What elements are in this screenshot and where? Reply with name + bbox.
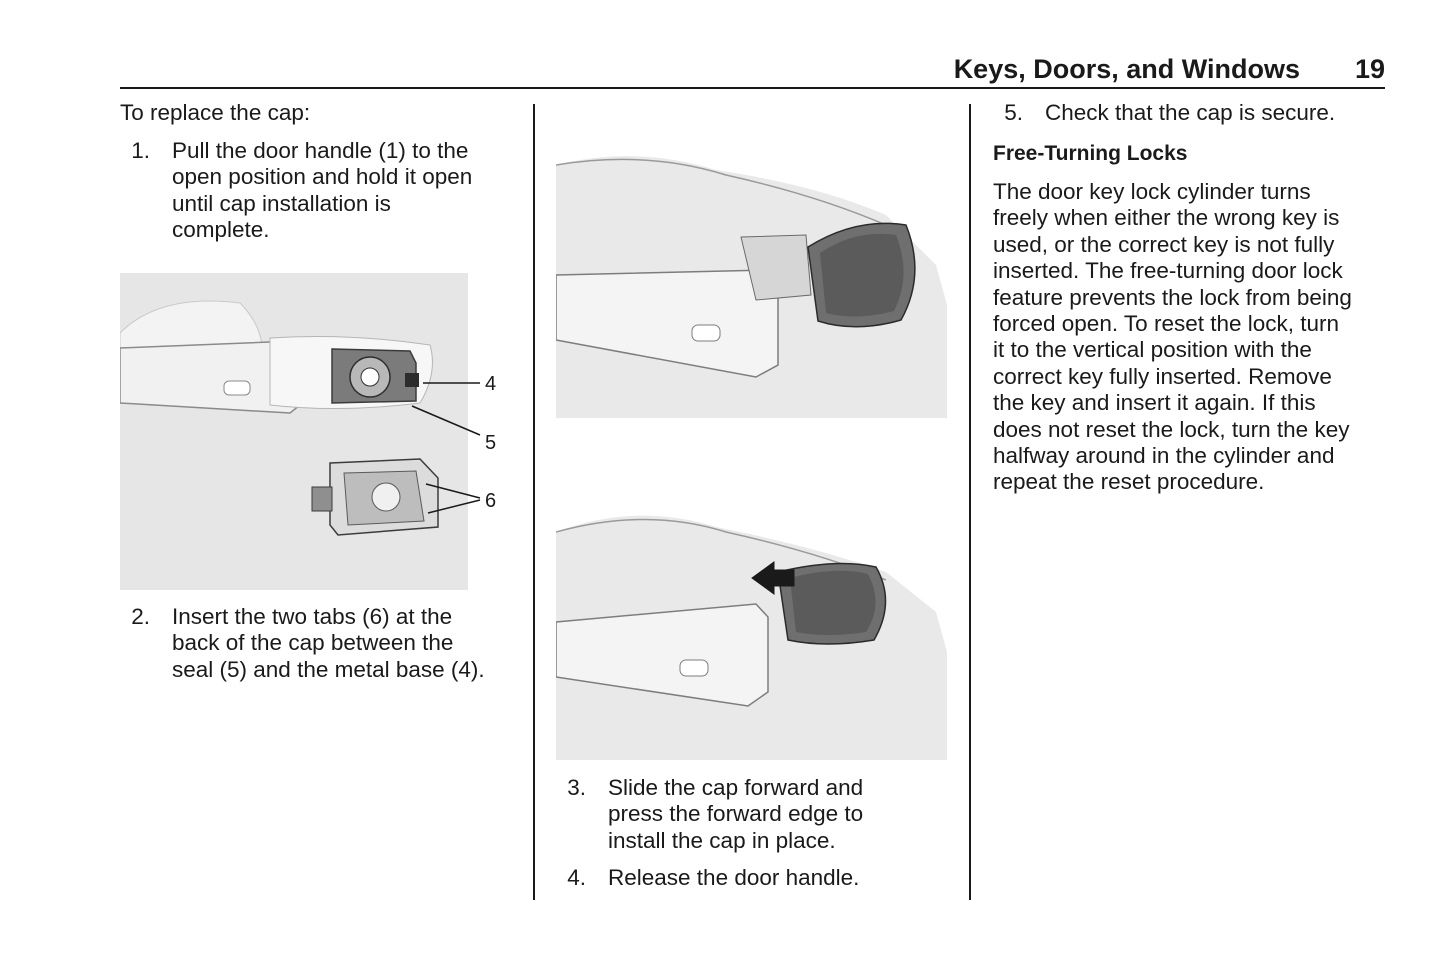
intro-text: To replace the cap:: [120, 100, 311, 125]
handle-button: [680, 660, 708, 676]
free-turning-paragraph: The door key lock cylinder turns freely when either the wrong key is used, or the correct key is not fully inserted. The free-turning door lock feature prevents the lock from being forced open. To reset the lock, turn it to the vertical position with the correct key fully inserted. Remove the key and insert it again. If this does not reset the lock, turn the key halfway around in the cylinder and repeat the reset procedure.: [993, 179, 1352, 495]
header-rule: [120, 87, 1385, 89]
figure-cap-sliding: [556, 492, 947, 760]
step-3: [556, 775, 956, 857]
figure-cap-parts: [120, 273, 510, 590]
callout-6: 6: [485, 490, 497, 512]
step-text: Pull the door handle (1) to the open position and hold it open until cap installation is complete.: [172, 138, 473, 243]
handle-button: [224, 381, 250, 395]
step-text: Check that the cap is secure.: [1045, 100, 1336, 125]
keyhole: [361, 368, 379, 386]
section-heading: Free-Turning Locks: [993, 142, 1188, 165]
callout-5: 5: [485, 432, 497, 454]
step-4: [556, 865, 956, 895]
step-number: 4.: [567, 865, 586, 890]
step-1: [120, 138, 520, 248]
step-text: Insert the two tabs (6) at the back of the cap between the seal (5) and the metal base (4).: [172, 604, 485, 682]
step-text: Slide the cap forward and press the forward edge to install the cap in place.: [608, 775, 864, 853]
step-number: 1.: [131, 138, 150, 163]
cap-face: [820, 234, 904, 317]
step-number: 2.: [131, 604, 150, 629]
column-divider-left: [533, 104, 535, 900]
handle-button: [692, 325, 720, 341]
step-number: 5.: [1004, 100, 1023, 125]
cap-face: [790, 571, 876, 635]
step-2: [120, 604, 520, 686]
section-title: Keys, Doors, and Windows: [953, 54, 1300, 84]
step-5: [993, 100, 1393, 130]
column-divider-right: [969, 104, 971, 900]
callout-4: 4: [485, 373, 497, 395]
step-text: Release the door handle.: [608, 865, 860, 890]
figure-cap-removed: [556, 125, 947, 418]
step-number: 3.: [567, 775, 586, 800]
tab-slot: [405, 373, 419, 387]
page-number: 19: [1354, 54, 1385, 84]
cap-clip: [312, 487, 332, 511]
cap-socket: [372, 483, 400, 511]
